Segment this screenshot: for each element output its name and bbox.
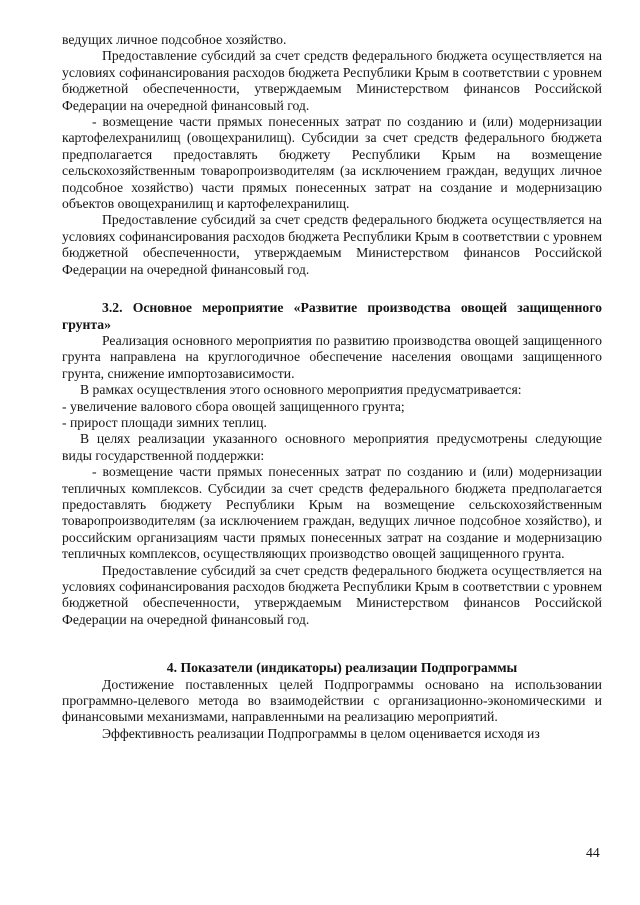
- paragraph-11: Эффективность реализации Подпрограммы в целом оценивается исходя из: [102, 725, 540, 741]
- spacer: [62, 628, 602, 644]
- paragraph-6: В рамках осуществления этого основного мероприятия предусматривается:: [80, 382, 522, 398]
- paragraph-10: Достижение поставленных целей Подпрограммы основано на использовании программно-целевого метода во взаимодействии с организационно-экономическими и финансовыми механизмами, направленными на реализацию мероприятий.: [62, 676, 602, 725]
- paragraph-5: Реализация основного мероприятия по развитию производства овощей защищенного грунта направлена на круглогодичное обеспечение населения овощами защищенного грунта, снижение импортозависимости.: [62, 332, 602, 381]
- list-item-1: - увеличение валового сбора овощей защищенного грунта;: [62, 398, 405, 414]
- paragraph-7: В целях реализации указанного основного мероприятия предусмотрены следующие виды государственной поддержки:: [62, 431, 602, 463]
- section-heading-4: 4. Показатели (индикаторы) реализации Подпрограммы: [166, 660, 518, 676]
- page-number: 44: [586, 845, 600, 860]
- paragraph-3: - возмещение части прямых понесенных затрат по созданию и (или) модернизации картофелехранилищ (овощехранилищ). Субсидии за счет средств федерального бюджета предполагается предоставлять бюджету Республики Крым на возмещение сельскохозяйственным товаропроизводителям (за исключением граждан, ведущих личное подсобное хозяйство) части прямых понесенных затрат на создание и модернизацию объектов овощехранилищ и картофелехранилищ.: [62, 114, 602, 212]
- document-page: [62, 32, 602, 742]
- spacer: [62, 278, 602, 300]
- paragraph-2: Предоставление субсидий за счет средств федерального бюджета осуществляется на условиях софинансирования расходов бюджета Республики Крым в соответствии с уровнем бюджетной обеспеченности, утверждаемым Министерством финансов Российской Федерации на очередной финансовый год.: [62, 48, 602, 113]
- list-item-2: - прирост площади зимних теплиц.: [62, 414, 267, 430]
- paragraph-4: Предоставление субсидий за счет средств федерального бюджета осуществляется на условиях софинансирования расходов бюджета Республики Крым в соответствии с уровнем бюджетной обеспеченности, утверждаемым Министерством финансов Российской Федерации на очередной финансовый год.: [62, 212, 602, 277]
- spacer: [62, 644, 602, 660]
- paragraph-8: - возмещение части прямых понесенных затрат по созданию и (или) модернизации тепличных комплексов. Субсидии за счет средств федерального бюджета предполагается предоставлять бюджету Республики Крым на возмещение сельскохозяйственным товаропроизводителям (за исключением граждан, ведущих личное подсобное хозяйство), и российским организациям части прямых понесенных затрат на создание и модернизацию тепличных комплексов, осуществляющих производство овощей защищенного грунта.: [62, 464, 602, 562]
- section-heading-3-2: 3.2. Основное мероприятие «Развитие производства овощей защищенного грунта»: [62, 300, 602, 332]
- paragraph-9: Предоставление субсидий за счет средств федерального бюджета осуществляется на условиях софинансирования расходов бюджета Республики Крым в соответствии с уровнем бюджетной обеспеченности, утверждаемым Министерством финансов Российской Федерации на очередной финансовый год.: [62, 562, 602, 627]
- paragraph-1: ведущих личное подсобное хозяйство.: [62, 32, 287, 47]
